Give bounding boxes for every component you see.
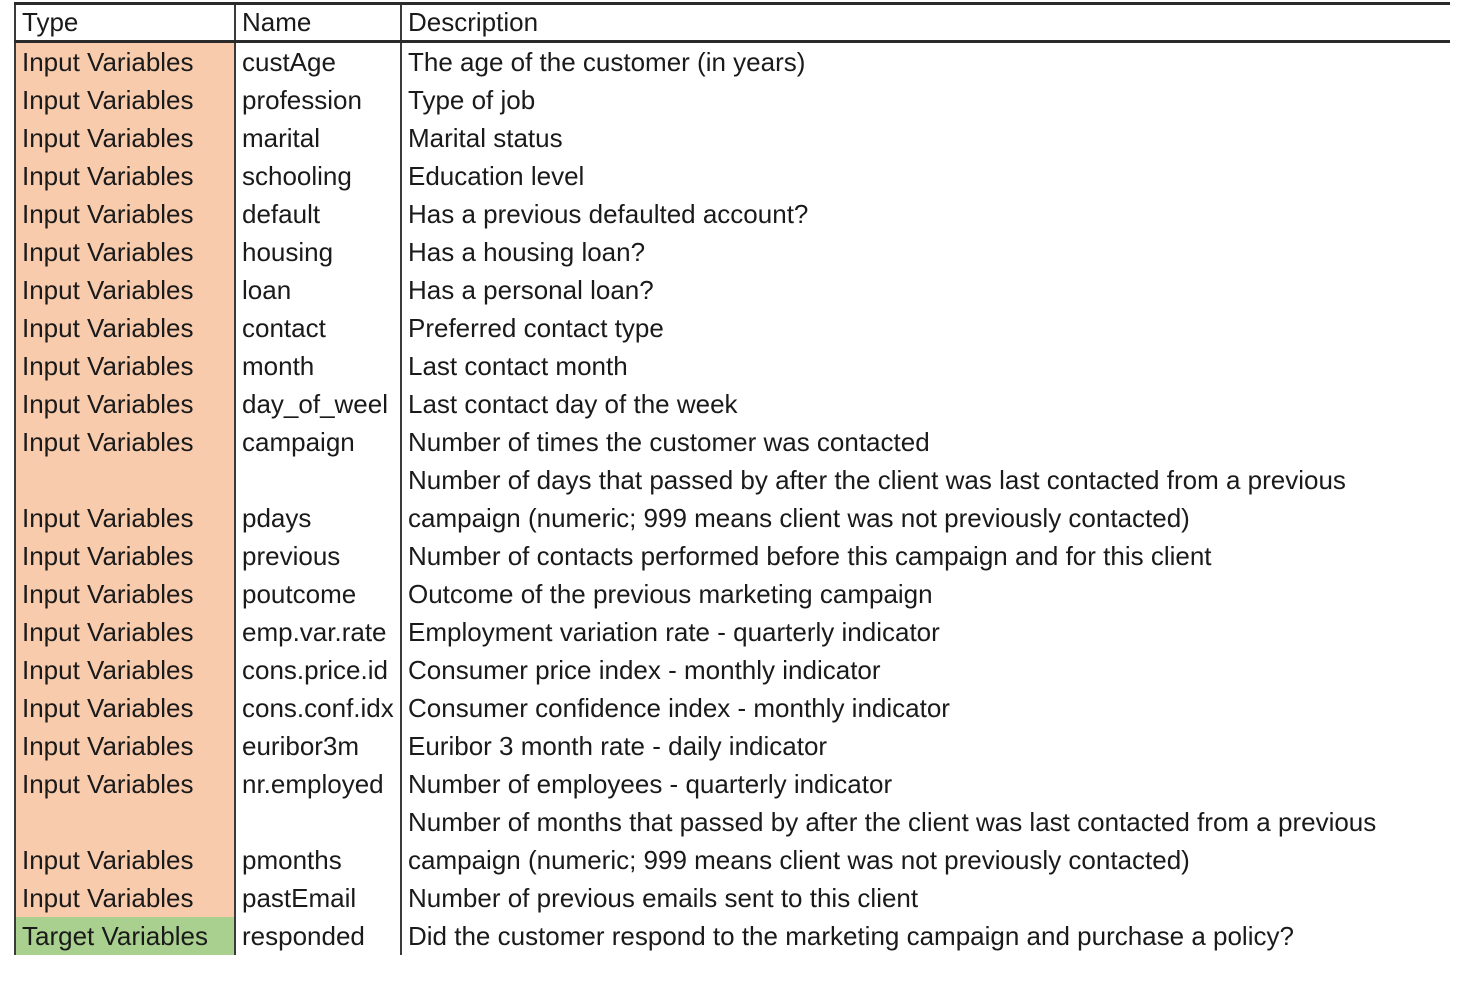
cell-name: nr.employed [235, 765, 401, 803]
cell-name: emp.var.rate [235, 613, 401, 651]
cell-name: custAge [235, 42, 401, 82]
cell-description: Consumer confidence index - monthly indicator [401, 689, 1450, 727]
cell-type: Input Variables [15, 195, 235, 233]
cell-description: Type of job [401, 81, 1450, 119]
table-row [15, 42, 1450, 82]
cell-type: Input Variables [15, 689, 235, 727]
table-row [15, 309, 1450, 347]
cell-description: Number of previous emails sent to this client [401, 879, 1450, 917]
table-row [15, 385, 1450, 423]
cell-name: campaign [235, 423, 401, 461]
cell-description: Last contact month [401, 347, 1450, 385]
table-row [15, 689, 1450, 727]
cell-type: Input Variables [15, 423, 235, 461]
cell-type: Input Variables [15, 727, 235, 765]
cell-description: Has a housing loan? [401, 233, 1450, 271]
cell-description: Number of months that passed by after the client was last contacted from a previous campaign (numeric; 999 means client was not previously contacted) [401, 803, 1450, 879]
cell-description: Number of contacts performed before this campaign and for this client [401, 537, 1450, 575]
cell-description: The age of the customer (in years) [401, 42, 1450, 82]
header-name: Name [235, 4, 401, 42]
cell-name: pastEmail [235, 879, 401, 917]
cell-name: day_of_weel [235, 385, 401, 423]
table-row [15, 765, 1450, 803]
cell-type: Input Variables [15, 879, 235, 917]
cell-type: Input Variables [15, 42, 235, 82]
cell-type: Input Variables [15, 537, 235, 575]
cell-name: loan [235, 271, 401, 309]
cell-name: euribor3m [235, 727, 401, 765]
variable-table [14, 2, 1450, 955]
cell-name: contact [235, 309, 401, 347]
table-row [15, 347, 1450, 385]
cell-type: Input Variables [15, 119, 235, 157]
table-row [15, 157, 1450, 195]
cell-name: housing [235, 233, 401, 271]
cell-type: Input Variables [15, 651, 235, 689]
cell-description: Consumer price index - monthly indicator [401, 651, 1450, 689]
cell-type: Input Variables [15, 81, 235, 119]
table-row [15, 651, 1450, 689]
header-row [15, 4, 1450, 42]
cell-description: Number of times the customer was contacted [401, 423, 1450, 461]
cell-type: Input Variables [15, 385, 235, 423]
table-row [15, 613, 1450, 651]
cell-name: poutcome [235, 575, 401, 613]
table-row [15, 233, 1450, 271]
variable-table-sheet [14, 2, 1450, 958]
cell-description: Outcome of the previous marketing campaign [401, 575, 1450, 613]
cell-type: Input Variables [15, 309, 235, 347]
header-type: Type [15, 4, 235, 42]
cell-name: default [235, 195, 401, 233]
cell-name: pdays [235, 461, 401, 537]
cell-name: pmonths [235, 803, 401, 879]
cell-description: Has a previous defaulted account? [401, 195, 1450, 233]
cell-description: Has a personal loan? [401, 271, 1450, 309]
cell-description: Marital status [401, 119, 1450, 157]
cell-name: responded [235, 917, 401, 955]
cell-description: Number of employees - quarterly indicator [401, 765, 1450, 803]
cell-description: Employment variation rate - quarterly indicator [401, 613, 1450, 651]
cell-type: Input Variables [15, 233, 235, 271]
table-row [15, 803, 1450, 879]
cell-type: Input Variables [15, 271, 235, 309]
cell-name: marital [235, 119, 401, 157]
cell-type: Input Variables [15, 575, 235, 613]
table-row [15, 119, 1450, 157]
cell-name: profession [235, 81, 401, 119]
table-row [15, 271, 1450, 309]
cell-description: Preferred contact type [401, 309, 1450, 347]
cell-description: Last contact day of the week [401, 385, 1450, 423]
cell-type: Input Variables [15, 803, 235, 879]
table-row [15, 575, 1450, 613]
table-row [15, 461, 1450, 537]
cell-type: Input Variables [15, 613, 235, 651]
cell-description: Did the customer respond to the marketing campaign and purchase a policy? [401, 917, 1450, 955]
cell-name: month [235, 347, 401, 385]
cell-type: Input Variables [15, 157, 235, 195]
cell-type: Target Variables [15, 917, 235, 955]
cell-description: Euribor 3 month rate - daily indicator [401, 727, 1450, 765]
cell-description: Number of days that passed by after the client was last contacted from a previous campaign (numeric; 999 means client was not previously contacted) [401, 461, 1450, 537]
table-row [15, 195, 1450, 233]
header-description: Description [401, 4, 1450, 42]
cell-name: cons.price.id [235, 651, 401, 689]
table-row [15, 423, 1450, 461]
table-row [15, 727, 1450, 765]
table-row [15, 879, 1450, 917]
cell-type: Input Variables [15, 347, 235, 385]
table-body [15, 42, 1450, 956]
cell-name: schooling [235, 157, 401, 195]
table-row [15, 917, 1450, 955]
cell-name: previous [235, 537, 401, 575]
table-row [15, 81, 1450, 119]
cell-type: Input Variables [15, 461, 235, 537]
cell-type: Input Variables [15, 765, 235, 803]
cell-name: cons.conf.idx [235, 689, 401, 727]
cell-description: Education level [401, 157, 1450, 195]
table-row [15, 537, 1450, 575]
